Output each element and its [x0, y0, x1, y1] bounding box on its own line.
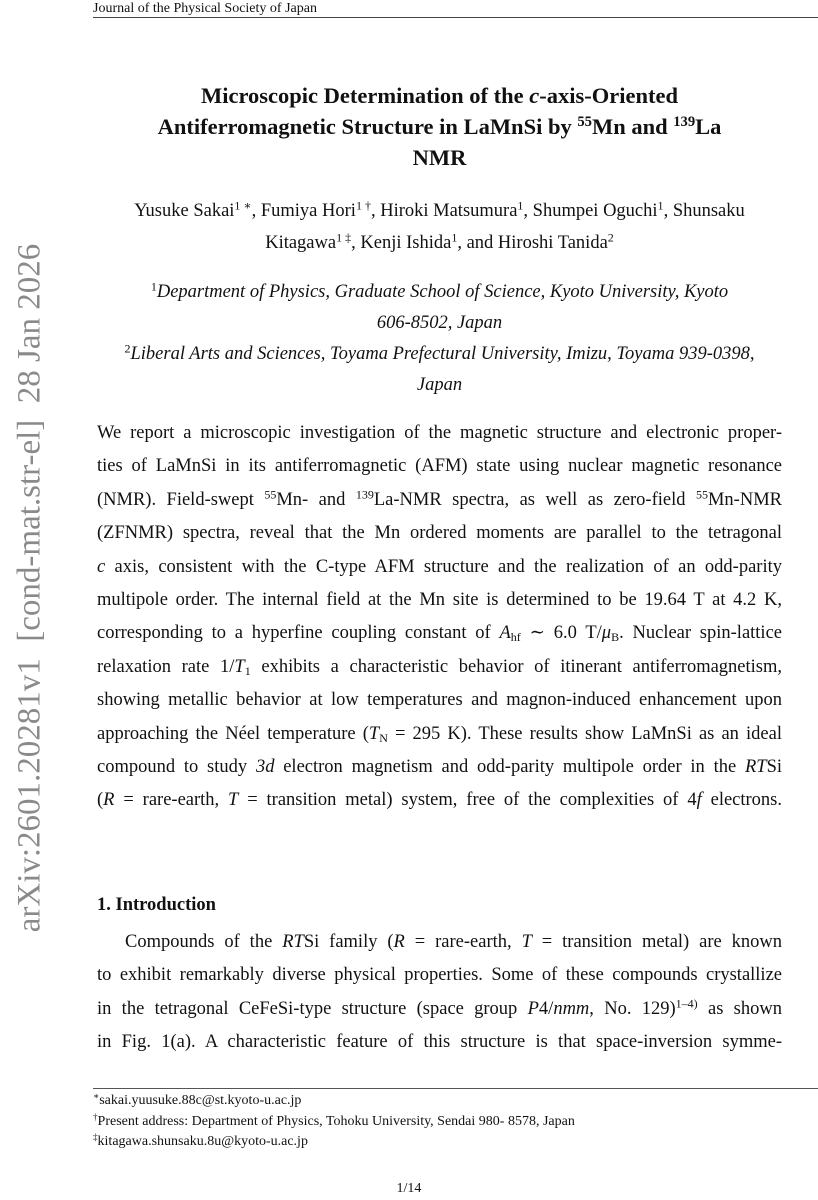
text-run: multipole order. The internal field at the Mn site is determined to be 19.64 T at 4.2 K,: [97, 590, 782, 611]
text-run: ∼ 6.0 T/: [520, 623, 602, 644]
text-run: , Shumpei Oguchi: [523, 201, 658, 221]
text-run: . Nuclear spin-lattice: [619, 623, 782, 644]
text-run: Mn and: [591, 114, 674, 139]
intro-line: [97, 959, 782, 992]
text-run: , and Hiroshi Tanida: [457, 233, 608, 253]
text-run: c: [529, 83, 540, 108]
text-run: kitagawa.shunsaku.8u@kyoto-u.ac.jp: [97, 1134, 308, 1149]
text-run: Mn- and: [276, 489, 356, 510]
text-run: Si family (: [303, 932, 394, 952]
text-run: = transition metal) system, free of the complexities of 4: [238, 790, 697, 811]
superscript: 1: [517, 198, 524, 213]
text-run: R: [393, 932, 405, 952]
text-run: -axis-Oriented: [539, 83, 678, 108]
abstract-line: [97, 517, 782, 550]
superscript: 55: [695, 487, 708, 502]
text-run: 4/: [538, 998, 554, 1019]
text-run: , Shunsaku: [663, 201, 745, 221]
text-run: relaxation rate 1/: [97, 656, 235, 677]
text-run: electron magnetism and odd-parity multipole order in the: [274, 757, 745, 778]
affiliations-line: [97, 370, 782, 401]
running-header: Journal of the Physical Society of Japan: [93, 1, 317, 16]
text-run: T: [228, 790, 239, 811]
abstract-line: [97, 684, 782, 717]
title-line: [97, 80, 782, 111]
text-run: RT: [744, 757, 767, 778]
affiliations-line: [97, 277, 782, 308]
text-run: R: [103, 790, 115, 811]
abstract: [97, 417, 782, 818]
intro-line: [97, 926, 782, 959]
text-run: P: [527, 998, 539, 1019]
text-run: = transition metal) are known: [531, 932, 783, 952]
text-run: (ZFNMR) spectra, reveal that the Mn ordered moments are parallel to the tetragonal: [97, 523, 782, 544]
text-run: , Fumiya Hori: [251, 201, 356, 221]
text-run: 3d: [255, 757, 275, 778]
text-run: T: [368, 723, 380, 744]
superscript: †: [93, 1111, 98, 1122]
abstract-line: [97, 617, 782, 650]
footnote-rule: [93, 1088, 818, 1089]
text-run: 606-8502, Japan: [376, 313, 503, 333]
subscript: N: [379, 730, 388, 745]
abstract-line: [97, 718, 782, 751]
text-run: Liberal Arts and Sciences, Toyama Prefectural University, Imizu, Toyama 939-0398,: [130, 344, 755, 364]
text-run: compound to study: [97, 757, 256, 778]
text-run: Mn-NMR: [707, 489, 782, 510]
introduction-body: [97, 926, 782, 1060]
superscript: 1–4): [675, 996, 698, 1011]
text-run: sakai.yuusuke.88c@st.kyoto-u.ac.jp: [99, 1093, 302, 1108]
arxiv-stamp: arXiv:2601.20281v1 [cond-mat.str-el] 28 Jan 2026: [11, 243, 48, 933]
text-run: ties of LaMnSi in its antiferromagnetic (AFM) state using nuclear magnetic resonance: [97, 456, 782, 477]
superscript: 1: [451, 230, 458, 245]
section-heading-introduction: 1. Introduction: [97, 895, 216, 915]
affiliations-line: [97, 339, 782, 370]
affiliations-line: [97, 308, 782, 339]
superscript: ∗: [93, 1091, 100, 1101]
subscript: 1: [244, 663, 251, 678]
authors-line: [97, 195, 782, 227]
text-run: μ: [601, 623, 612, 644]
text-run: Japan: [416, 375, 463, 395]
title-line: [97, 111, 782, 142]
footnotes-line: [93, 1091, 778, 1112]
text-run: exhibits a characteristic behavior of itinerant antiferromagnetism,: [250, 656, 783, 677]
page-number: 1/14: [396, 1181, 422, 1196]
superscript: 2: [124, 341, 131, 356]
abstract-line: [97, 784, 782, 817]
text-run: (NMR). Field-swept: [97, 489, 265, 510]
text-run: in Fig. 1(a). A characteristic feature of this structure is that space-inversion symme-: [97, 1032, 782, 1053]
text-run: as shown: [697, 998, 782, 1019]
superscript: 55: [264, 487, 277, 502]
text-run: , Hiroki Matsumura: [370, 201, 518, 221]
text-run: Microscopic Determination of the: [201, 83, 530, 108]
text-run: (: [97, 790, 104, 811]
header-rule: [93, 17, 818, 18]
superscript: 1 †: [355, 198, 371, 213]
text-run: , Kenji Ishida: [351, 233, 452, 253]
abstract-line: [97, 651, 782, 684]
abstract-line: [97, 417, 782, 450]
text-run: = rare-earth,: [114, 790, 229, 811]
text-run: approaching the Néel temperature (: [97, 723, 369, 744]
text-run: electrons.: [701, 790, 783, 811]
abstract-line: [97, 584, 782, 617]
subscript: hf: [510, 630, 521, 645]
footnotes-line: [93, 1132, 778, 1153]
intro-line: [97, 993, 782, 1026]
superscript: 1: [150, 279, 157, 294]
text-run: , No. 129): [589, 998, 676, 1019]
text-run: La-NMR spectra, as well as zero-field: [373, 489, 696, 510]
text-run: Si: [766, 757, 782, 778]
text-run: Yusuke Sakai: [134, 201, 235, 221]
abstract-line: [97, 751, 782, 784]
text-run: Antiferromagnetic Structure in LaMnSi by: [157, 114, 578, 139]
superscript: 139: [355, 487, 374, 502]
text-run: A: [499, 623, 511, 644]
subscript: B: [611, 630, 620, 645]
paper-title: [97, 80, 782, 173]
text-run: = rare-earth,: [404, 932, 522, 952]
text-run: f: [696, 790, 702, 811]
text-run: Compounds of the: [125, 932, 283, 952]
text-run: T: [234, 656, 245, 677]
author-list: [97, 195, 782, 259]
text-run: showing metallic behavior at low temperatures and magnon-induced enhancement upon: [97, 690, 782, 711]
superscript: 1: [657, 198, 664, 213]
footnotes: [93, 1091, 778, 1153]
superscript: ‡: [93, 1132, 98, 1142]
superscript: 1 ‡: [336, 230, 352, 245]
superscript: 1 ∗: [234, 198, 252, 213]
text-run: Kitagawa: [265, 233, 337, 253]
text-run: nmm: [553, 998, 590, 1019]
text-run: Present address: Department of Physics, Tohoku University, Sendai 980- 8578, Japan: [97, 1113, 575, 1129]
title-line: [97, 142, 782, 173]
text-run: RT: [282, 932, 304, 952]
text-run: to exhibit remarkably diverse physical properties. Some of these compounds crystallize: [97, 965, 782, 986]
abstract-line: [97, 450, 782, 483]
footnotes-line: [93, 1112, 778, 1133]
affiliations: [97, 277, 782, 401]
superscript: 2: [607, 230, 614, 245]
text-run: corresponding to a hyperfine coupling constant of: [97, 623, 500, 644]
text-run: c: [97, 556, 106, 577]
text-run: NMR: [412, 145, 467, 170]
text-run: La: [695, 114, 722, 139]
abstract-line: [97, 484, 782, 517]
intro-line: [97, 1026, 782, 1059]
superscript: 139: [673, 113, 696, 130]
text-run: Department of Physics, Graduate School of Science, Kyoto University, Kyoto: [156, 282, 729, 302]
superscript: 55: [577, 113, 592, 130]
abstract-line: [97, 551, 782, 584]
text-run: in the tetragonal CeFeSi-type structure (space group: [97, 998, 528, 1019]
text-run: axis, consistent with the C-type AFM structure and the realization of an odd-parity: [105, 556, 782, 577]
text-run: We report a microscopic investigation of the magnetic structure and electronic proper-: [97, 423, 782, 443]
text-run: T: [521, 932, 532, 952]
text-run: = 295 K). These results show LaMnSi as an ideal: [387, 723, 782, 744]
authors-line: [97, 227, 782, 259]
